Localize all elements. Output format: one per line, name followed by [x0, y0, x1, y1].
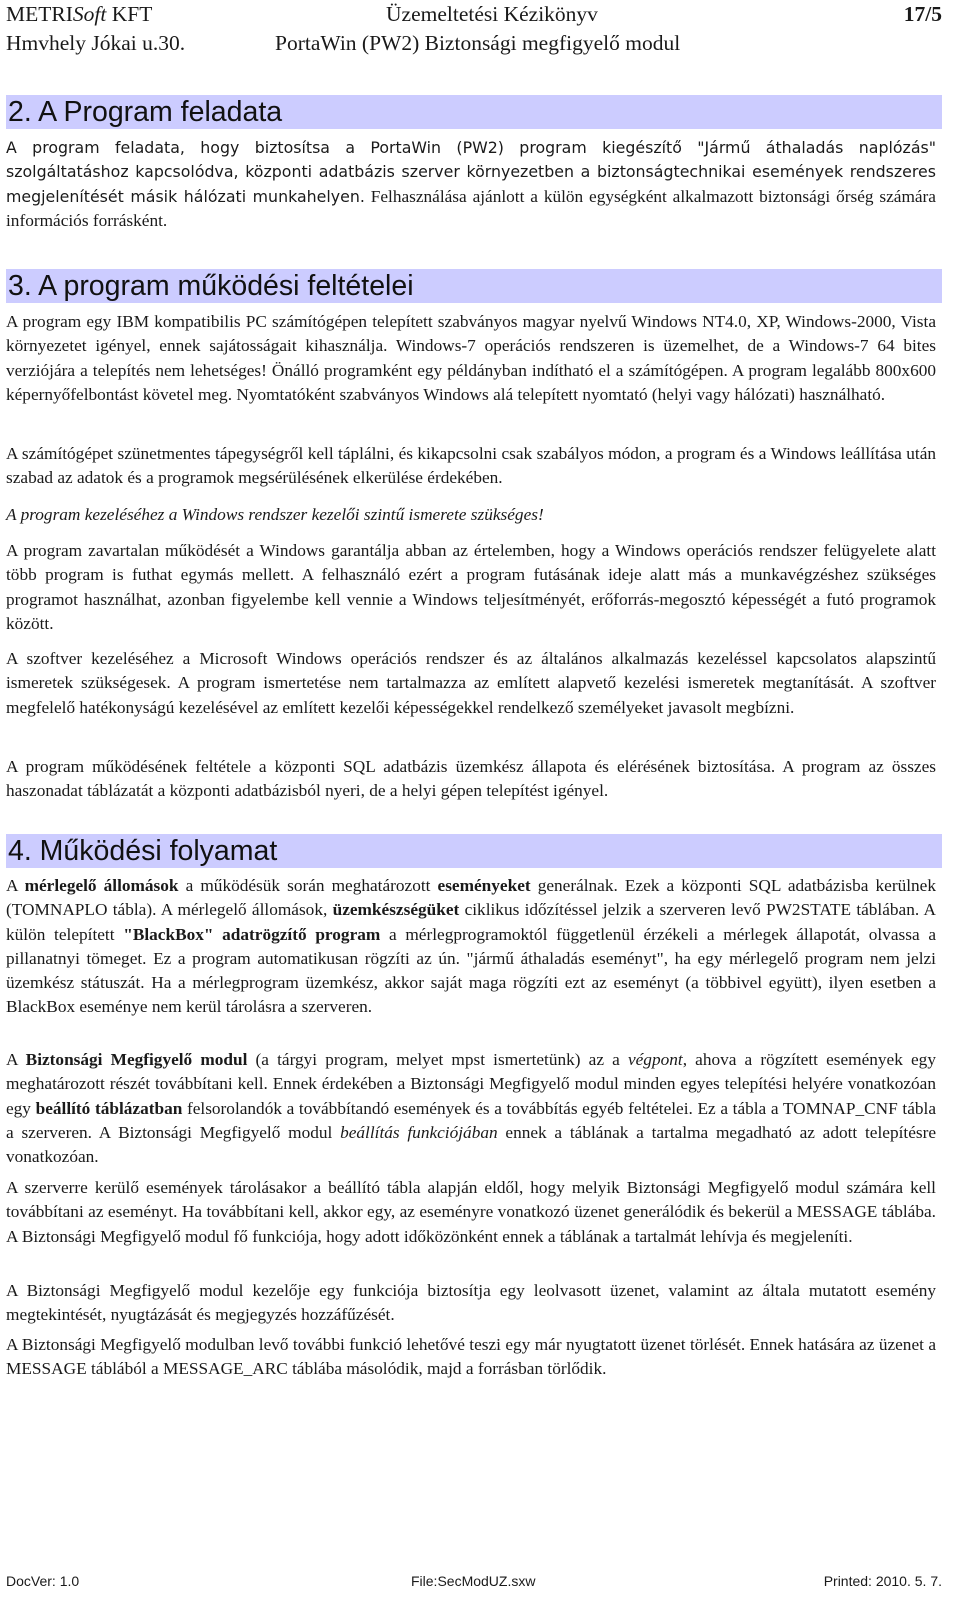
- section-3-paragraph-3: A program kezeléséhez a Windows rendszer kezelői szintű ismerete szükséges!: [6, 505, 544, 524]
- section-3-paragraph-5: A szoftver kezeléséhez a Microsoft Windows operációs rendszer és az általános alkalmazás kezeléssel kapcsolatos alapszintű ismeretek szükségesek. A program ismertetése nem tartalmazza az említett alapvető kezelési ismeretek megtanítását. A szoftver megfelelő hatékonyságú kezelésével az említett kezelői képességekkel rendelkező személyeket javasolt megbízni.: [6, 649, 936, 717]
- company-name: METRISoft KFT: [6, 2, 153, 26]
- section-3-paragraph-1: A program egy IBM kompatibilis PC számítógépen telepített szabványos magyar nyelvű Windows NT4.0, XP, Windows-2000, Vista környezetet igényel, ennek sajátosságait kihasználja. Windows-7 operációs rendszeren is üzemelhet, de a Windows-7 64 bites verziójára a telepítés nem lehetséges! Önálló programként egy példányban indítható el a számítógépen. A program legalább 800x600 képernyőfelbontást követel meg. Nyomtatóként szabványos Windows alá telepített nyomtató (helyi vagy hálózati) használható.: [6, 312, 936, 404]
- company-address: Hmvhely Jókai u.30.: [6, 31, 186, 55]
- doc-version: DocVer: 1.0: [6, 1573, 80, 1589]
- section-3-paragraph-2: A számítógépet szünetmentes tápegységről kell táplálni, és kikapcsolni csak szabályos módon, a program és a Windows leállítása után szabad az adatok és a programok megsérülésének elkerülése érdekében.: [6, 444, 936, 488]
- page-footer: [6, 1569, 942, 1593]
- section-3-paragraph-6: A program működésének feltétele a központi SQL adatbázis üzemkész állapota és elérésének biztosítása. A program az összes haszonadat táblázatát a központi adatbázisból nyeri, de a helyi gépen telepítést igényel.: [6, 757, 936, 801]
- section-2-heading: 2. A Program feladata: [6, 95, 942, 129]
- section-4-paragraph-3: A szerverre kerülő események tárolásakor a beállító tábla alapján eldől, hogy melyik Biztonsági Megfigyelő modul számára kell továbbítani az eseményt. Ha továbbítani kell, akkor egy, az eseményre vonatkozó üzenet generálódik és bekerül a MESSAGE táblába. A Biztonsági Megfigyelő modul fő funkciója, hogy adott időközönként ennek a táblának a tartalmát lehívja és megjeleníti.: [6, 1178, 936, 1246]
- module-title: PortaWin (PW2) Biztonsági megfigyelő modul: [275, 31, 681, 55]
- header-row-1: [6, 0, 942, 29]
- section-4-paragraph-1: A mérlegelő állomások a működésük során meghatározott eseményeket generálnak. Ezek a központi SQL adatbázisba kerülnek (TOMNAPLO tábla). A mérlegelő állomások, üzemkészségüket ciklikus időzítéssel jelzik a szerveren levő PW2STATE táblában. A külön telepített "BlackBox" adatrögzítő program a mérlegprogramoktól függetlenül érzékeli a mérlegek állapotát, olvassa a pillanatnyi tömeget. Ez a program automatikusan rögzíti az ún. "jármű áthaladás eseményt", ha egy mérlegelő program nem jelzi üzemkész státuszát. Ha a mérlegprogram üzemkész, akkor saját maga rögzíti ezt az eseményt (a többivel együtt), ilyen esetben a BlackBox eseménye nem kerül tárolásra a szerveren.: [6, 876, 936, 1017]
- page-number: 17/5: [903, 2, 942, 26]
- section-4-heading: 4. Működési folyamat: [6, 834, 942, 868]
- section-4-paragraph-4: A Biztonsági Megfigyelő modul kezelője egy funkciója biztosítja egy leolvasott üzenet, valamint az általa mutatott esemény megtekintését, nyugtázását és megjegyzés hozzáfűzését.: [6, 1281, 936, 1325]
- section-4-paragraph-5: A Biztonsági Megfigyelő modulban levő további funkció lehetővé teszi egy már nyugtatott üzenet törlését. Ennek hatására az üzenet a MESSAGE táblából a MESSAGE_ARC táblába másolódik, majd a forrásban törlődik.: [6, 1335, 936, 1379]
- page-header: [6, 0, 942, 62]
- section-3-heading: 3. A program működési feltételei: [6, 269, 942, 303]
- section-4-paragraph-2: A Biztonsági Megfigyelő modul (a tárgyi program, melyet mpst ismertetünk) az a végpont, ahova a rögzített események egy meghatározott részét továbbítani kell. Ennek érdekében a Biztonsági Megfigyelő modul minden egyes telepítési helyére vonatkozóan egy beállító táblázatban felsorolandók a továbbítandó események és a továbbítás egyéb feltételei. Ez a tábla a TOMNAP_CNF tábla a szerveren. A Biztonsági Megfigyelő modul beállítás funkciójában ennek a táblának a tartalma megadható az adott telepítésre vonatkozóan.: [6, 1050, 937, 1167]
- doc-title: Üzemeltetési Kézikönyv: [386, 2, 598, 26]
- header-row-2: [6, 29, 942, 58]
- section-2-paragraph-1: A program feladata, hogy biztosítsa a PortaWin (PW2) program kiegészítő "Jármű áthaladás naplózás" szolgáltatáshoz kapcsolódva, központi adatbázis szerver környezetben a biztonságtechnikai események rendszeres megjelenítését másik hálózati munkahelyen. Felhasználása ajánlott a külön egységként alkalmazott biztonsági őrség számára információs forrásként.: [6, 138, 936, 230]
- printed-date: Printed: 2010. 5. 7.: [823, 1573, 942, 1589]
- section-3-paragraph-4: A program zavartalan működését a Windows garantálja abban az értelemben, hogy a Windows operációs rendszer felügyelete alatt több program is futhat egymás mellett. A felhasználó ezért a program futásának ideje alatt más a munkavégzéshez szükséges programot használhat, azonban figyelembe kell vennie a Windows teljesítményét, erőforrás-megosztó képességét a futó programok között.: [6, 541, 936, 633]
- file-name: File:SecModUZ.sxw: [411, 1573, 536, 1589]
